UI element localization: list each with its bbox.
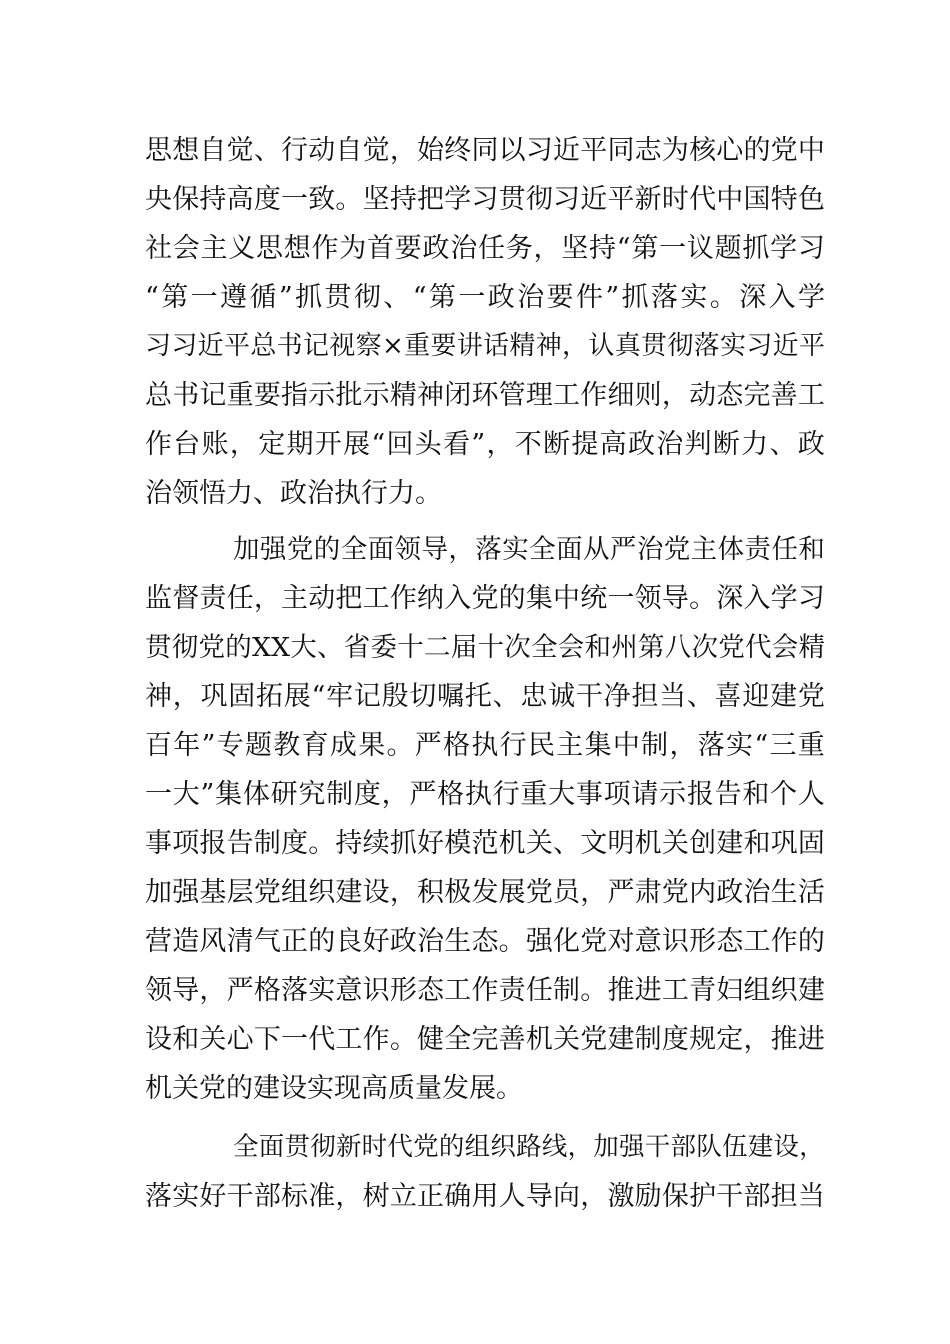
paragraph-line: 事 项 报 告 制 度 。 持 续 抓 好 模 范 机 关 、 文 明 机 关 创 建 和 巩 固 — [145, 828, 825, 859]
paragraph-line: 百 年 ” 专 题 教 育 成 果 。 严 格 执 行 民 主 集 中 制 ， 落 实 “ 三 重 — [145, 730, 825, 761]
paragraph-line: 机关党的建设实现高质量发展。 — [145, 1073, 523, 1104]
paragraph-line: 习 习 近 平 总 书 记 视 察 × 重 要 讲 话 精 神 ， 认 真 贯 彻 落 实 习 近 平 — [145, 331, 825, 361]
paragraph-line: 总 书 记 重 要 指 示 批 示 精 神 闭 环 管 理 工 作 细 则 ， 动 态 完 善 工 — [145, 380, 825, 411]
paragraph-line: 一 大 ” 集 体 研 究 制 度 ， 严 格 执 行 重 大 事 项 请 示 报 告 和 个 人 — [145, 779, 825, 810]
paragraph-line: “ 第 一 遵 循 ” 抓 贯 彻 、 “ 第 一 政 治 要 件 ” 抓 落 实 。 深 入 学 — [145, 282, 825, 313]
paragraph-line: 央 保 持 高 度 一 致 。 坚 持 把 学 习 贯 彻 习 近 平 新 时 代 中 国 特 色 — [145, 184, 825, 215]
paragraph-line: 思 想 自 觉 、 行 动 自 觉 ， 始 终 同 以 习 近 平 同 志 为 核 心 的 党 中 — [145, 135, 825, 166]
paragraph-line: 落 实 好 干 部 标 准 ， 树 立 正 确 用 人 导 向 ， 激 励 保 护 干 部 担 当 — [145, 1181, 825, 1212]
paragraph-line: 营 造 风 清 气 正 的 良 好 政 治 生 态 。 强 化 党 对 意 识 形 态 工 作 的 — [145, 926, 825, 957]
paragraph-3 — [145, 1123, 825, 1221]
paragraph-line: 全 面 贯 彻 新 时 代 党 的 组 织 路 线 ， 加 强 干 部 队 伍 建 设 ， — [233, 1132, 825, 1162]
paragraph-line: 设 和 关 心 下 一 代 工 作 。 健 全 完 善 机 关 党 建 制 度 规 定 ， 推 进 — [145, 1024, 825, 1055]
paragraph-line: 社 会 主 义 思 想 作 为 首 要 政 治 任 务 ， 坚 持 “ 第 一 议 题 抓 学 习 — [145, 233, 825, 264]
paragraph-line: 贯 彻 党 的 X X 大 、 省 委 十 二 届 十 次 全 会 和 州 第 八 次 党 代 会 精 — [145, 632, 825, 663]
paragraph-1 — [145, 126, 825, 518]
paragraph-line: 加 强 基 层 党 组 织 建 设 ， 积 极 发 展 党 员 ， 严 肃 党 内 政 治 生 活 — [145, 877, 825, 908]
paragraph-line: 神 ， 巩 固 拓 展 “ 牢 记 殷 切 嘱 托 、 忠 诚 干 净 担 当 、 喜 迎 建 党 — [145, 681, 825, 712]
paragraph-line: 作 台 账 ， 定 期 开 展 “ 回 头 看 ” ， 不 断 提 高 政 治 判 断 力 、 政 — [145, 429, 825, 460]
paragraph-line: 加 强 党 的 全 面 领 导 ， 落 实 全 面 从 严 治 党 主 体 责 任 和 — [233, 534, 825, 565]
paragraph-line: 领 导 ， 严 格 落 实 意 识 形 态 工 作 责 任 制 。 推 进 工 青 妇 组 织 建 — [145, 975, 825, 1006]
paragraph-line: 监 督 责 任 ， 主 动 把 工 作 纳 入 党 的 集 中 统 一 领 导 。 深 入 学 习 — [145, 583, 825, 614]
paragraph-line: 治领悟力、政治执行力。 — [145, 478, 442, 509]
paragraph-2 — [145, 525, 825, 1113]
